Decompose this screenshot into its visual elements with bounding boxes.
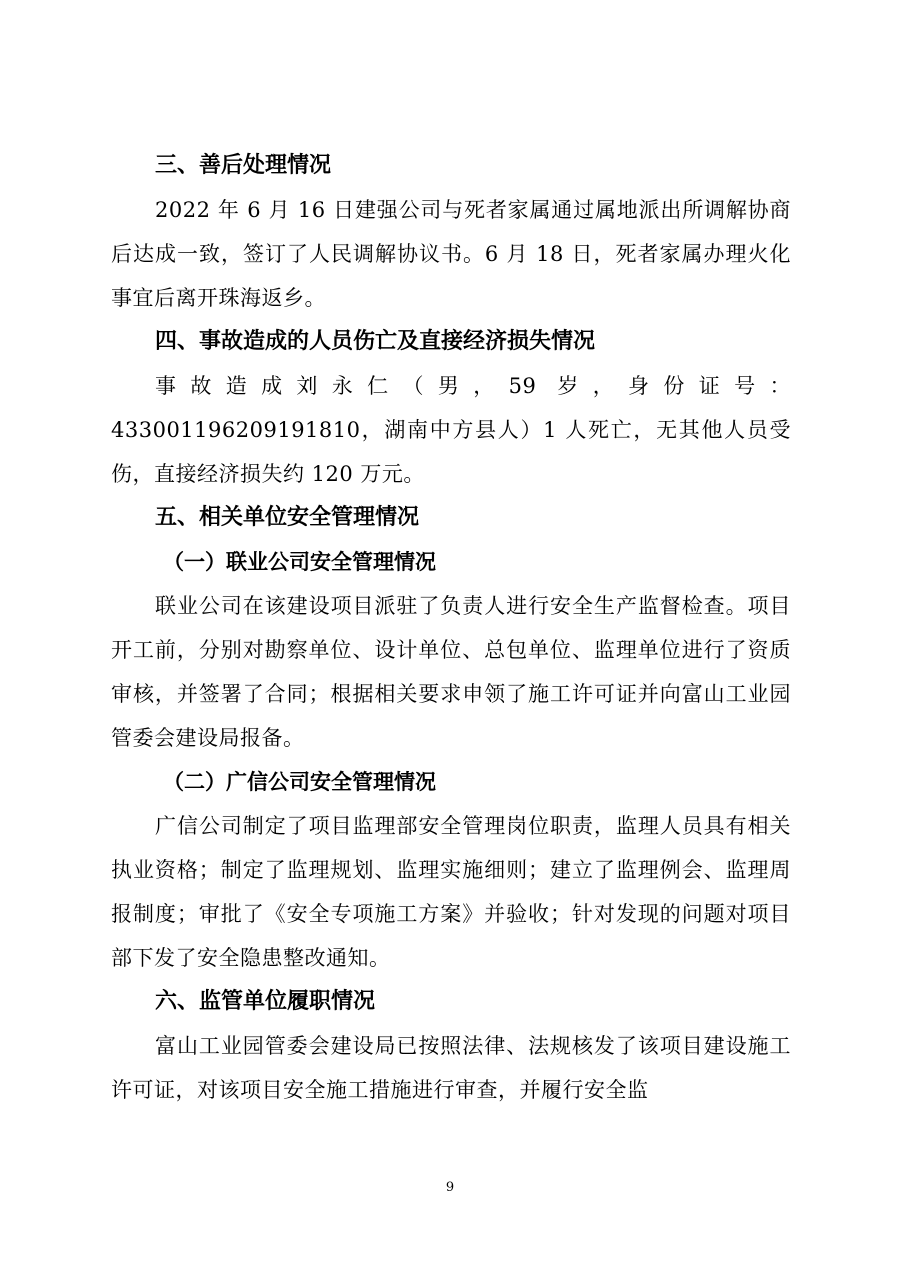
paragraph-aftermath: 2022 年 6 月 16 日建强公司与死者家属通过属地派出所调解协商后达成一致，签订了人民调解协议书。6 月 18 日，死者家属办理火化事宜后离开珠海返乡。 (111, 198, 791, 310)
paragraph-lianye: 联业公司在该建设项目派驻了负责人进行安全生产监督检查。项目开工前，分别对勘察单位、设计单位、总包单位、监理单位进行了资质审核，并签署了合同；根据相关要求申领了施工许可证并向富山工业园管委会建设局报备。 (111, 594, 791, 750)
subsection-heading-guangxin: （二）广信公司安全管理情况 (163, 769, 436, 794)
paragraph-casualties: 事故造成刘永仁（男，59 岁，身份证号：433001196209191810，湖南中方县人）1 人死亡，无其他人员受伤，直接经济损失约 120 万元。 (111, 374, 791, 486)
section-heading-supervision: 六、监管单位履职情况 (155, 989, 376, 1014)
section-heading-casualties: 四、事故造成的人员伤亡及直接经济损失情况 (155, 329, 596, 354)
page-number: 9 (445, 1180, 455, 1195)
document-body (111, 144, 791, 1112)
paragraph-supervision: 富山工业园管委会建设局已按照法律、法规核发了该项目建设施工许可证，对该项目安全施工措施进行审查，并履行安全监 (111, 1034, 791, 1102)
subsection-heading-lianye: （一）联业公司安全管理情况 (163, 549, 436, 574)
section-heading-aftermath: 三、善后处理情况 (155, 153, 332, 178)
section-heading-safety-management: 五、相关单位安全管理情况 (155, 505, 420, 530)
paragraph-guangxin: 广信公司制定了项目监理部安全管理岗位职责，监理人员具有相关执业资格；制定了监理规划、监理实施细则；建立了监理例会、监理周报制度；审批了《安全专项施工方案》并验收；针对发现的问题对项目部下发了安全隐患整改通知。 (111, 814, 791, 970)
